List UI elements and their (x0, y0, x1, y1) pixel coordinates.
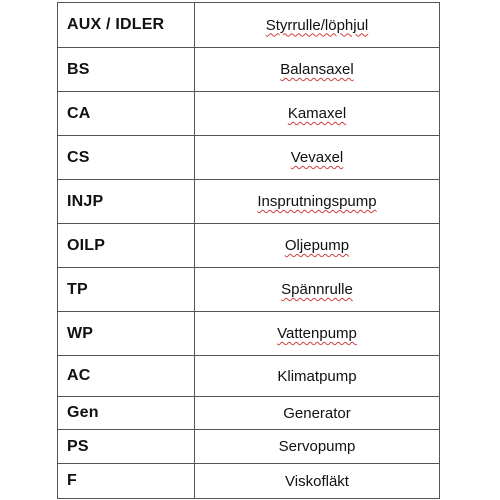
name-cell (195, 464, 440, 499)
name-cell (195, 180, 440, 224)
table-row (58, 180, 440, 224)
name-cell (195, 356, 440, 397)
abbreviation-table (57, 2, 440, 499)
name-text: Styrrulle/löphjul (265, 16, 369, 34)
code-text: AC (67, 367, 91, 384)
table-row (58, 397, 440, 430)
code-cell (58, 268, 195, 312)
table-row (58, 92, 440, 136)
name-cell (195, 268, 440, 312)
code-text: PS (67, 437, 89, 455)
table-row (58, 224, 440, 268)
name-text: Servopump (278, 438, 356, 455)
table-row (58, 312, 440, 356)
code-cell (58, 312, 195, 356)
table-row (58, 430, 440, 464)
code-text: BS (67, 60, 90, 78)
code-text: CA (67, 104, 91, 122)
code-cell (58, 92, 195, 136)
name-cell (195, 312, 440, 356)
code-cell (58, 397, 195, 430)
name-text: Balansaxel (280, 61, 354, 78)
name-text: Oljepump (284, 237, 350, 254)
code-cell (58, 136, 195, 180)
table-row (58, 136, 440, 180)
name-text: Viskofläkt (285, 472, 349, 490)
code-text: WP (67, 324, 94, 342)
code-text: F (67, 472, 77, 489)
name-cell (195, 136, 440, 180)
code-cell (58, 224, 195, 268)
code-cell (58, 430, 195, 464)
name-text: Insprutningspump (257, 193, 377, 210)
name-text: Klimatpump (277, 367, 357, 385)
code-cell (58, 3, 195, 48)
table-row (58, 464, 440, 499)
table-row (58, 3, 440, 48)
name-text: Vevaxel (290, 149, 344, 166)
code-text: AUX / IDLER (67, 16, 165, 33)
code-cell (58, 464, 195, 499)
code-text: Gen (67, 404, 99, 421)
table-row (58, 268, 440, 312)
code-text: INJP (67, 192, 104, 210)
abbreviation-table-body (58, 3, 440, 499)
name-cell (195, 92, 440, 136)
code-cell (58, 356, 195, 397)
table-row (58, 356, 440, 397)
name-text: Generator (283, 404, 351, 422)
name-text: Spännrulle (281, 281, 353, 298)
name-text: Vattenpump (277, 325, 357, 342)
name-cell (195, 397, 440, 430)
code-text: CS (67, 148, 90, 166)
name-cell (195, 48, 440, 92)
name-cell (195, 224, 440, 268)
code-cell (58, 180, 195, 224)
code-text: OILP (67, 236, 106, 254)
name-cell (195, 3, 440, 48)
name-text: Kamaxel (287, 105, 347, 122)
code-text: TP (67, 280, 88, 298)
table-row (58, 48, 440, 92)
code-cell (58, 48, 195, 92)
name-cell (195, 430, 440, 464)
